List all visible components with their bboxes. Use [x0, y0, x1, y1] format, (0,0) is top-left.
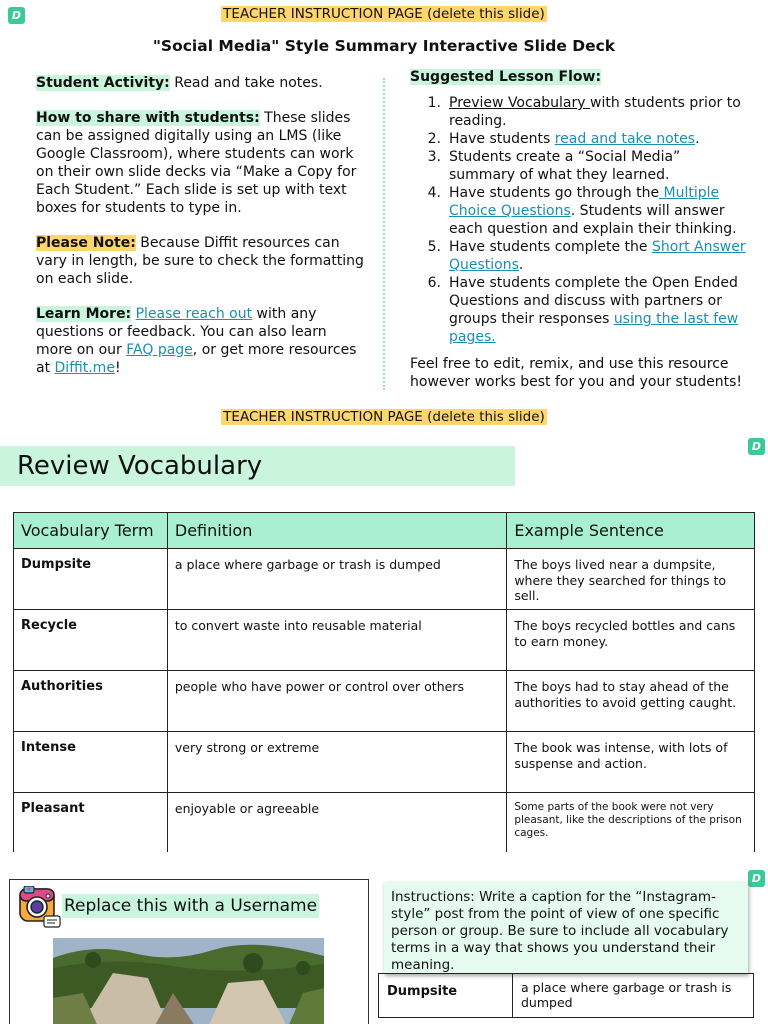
- lesson-flow-text-post: .: [518, 257, 524, 273]
- vocab-row: [14, 610, 755, 671]
- learn-text-1: with any questions or feedback. You can also learn more on our: [36, 306, 327, 358]
- diffit-logo-icon: D: [748, 438, 765, 455]
- lesson-flow-text-pre: Students create a “Social Media” summary of what they learned.: [449, 149, 681, 183]
- review-vocabulary-slide: [0, 432, 768, 852]
- vocab-example: The book was intense, with lots of suspense and action.: [507, 732, 755, 793]
- column-divider: [383, 78, 385, 390]
- caption-instructions: Instructions: Write a caption for the “Instagram-style” post from the point of view of one specific person or group. Be sure to include all vocabulary terms in a way that shows you understand their meaning.: [384, 882, 748, 974]
- lesson-flow-column: [410, 68, 750, 391]
- lesson-flow-item: [410, 148, 750, 184]
- lesson-flow-text-post: with students prior to reading.: [449, 95, 741, 129]
- lesson-flow-text-pre: Have students complete the: [449, 239, 652, 255]
- vocab-term: Authorities: [14, 671, 168, 732]
- lesson-flow-link[interactable]: using the last few pages.: [449, 311, 739, 345]
- landscape-photo: [53, 938, 324, 1024]
- camera-icon: [18, 886, 62, 928]
- header-definition: Definition: [167, 513, 506, 549]
- username-placeholder[interactable]: Replace this with a Username: [64, 896, 318, 916]
- teacher-banner-top: [0, 6, 768, 22]
- lesson-flow-text-post: . Students will answer each question and explain their thinking.: [449, 203, 737, 237]
- lesson-flow-text-pre: Have students: [449, 131, 555, 147]
- lesson-flow-text: [449, 184, 750, 238]
- vocab-example: The boys had to stay ahead of the authorities to avoid getting caught.: [507, 671, 755, 732]
- vocab-title: Review Vocabulary: [0, 446, 515, 486]
- lesson-flow-number: 1.: [427, 95, 441, 111]
- vocab-definition: enjoyable or agreeable: [167, 793, 506, 853]
- lesson-flow-link[interactable]: Short Answer Questions: [449, 239, 746, 273]
- lesson-flow-text: [449, 238, 750, 274]
- lesson-flow-text-post: .: [695, 131, 700, 147]
- vocab-row: [14, 732, 755, 793]
- mini-vocab-term: Dumpsite: [379, 974, 513, 1018]
- vocab-example: The boys lived near a dumpsite, where they searched for things to sell.: [507, 549, 755, 610]
- vocab-term: Pleasant: [14, 793, 168, 853]
- lesson-flow-item: [410, 274, 750, 346]
- lesson-flow-list: [410, 94, 750, 346]
- learn-more: [36, 305, 366, 377]
- diffit-logo-icon: D: [748, 870, 765, 887]
- instagram-post-card: [9, 879, 369, 1024]
- teacher-banner-bottom-text: TEACHER INSTRUCTION PAGE (delete this slide): [223, 409, 545, 425]
- lesson-flow-item: [410, 238, 750, 274]
- lesson-flow-number: 6.: [427, 275, 441, 291]
- lesson-flow-number: 4.: [427, 185, 441, 201]
- learn-label: Learn More:: [36, 306, 132, 322]
- lesson-flow-number: 5.: [427, 239, 441, 255]
- vocab-row: [14, 671, 755, 732]
- lesson-flow-item: [410, 184, 750, 238]
- diffit-logo-icon: D: [8, 7, 25, 24]
- vocab-definition: people who have power or control over others: [167, 671, 506, 732]
- header-term: Vocabulary Term: [14, 513, 168, 549]
- lesson-flow-label: Suggested Lesson Flow:: [410, 69, 602, 85]
- vocab-table: [13, 512, 755, 852]
- diffit-link[interactable]: Diffit.me: [54, 360, 115, 376]
- vocab-term: Dumpsite: [14, 549, 168, 610]
- mini-vocab-table: [378, 973, 754, 1018]
- learn-text-3: !: [114, 360, 121, 376]
- vocab-row: [14, 549, 755, 610]
- closing-note: Feel free to edit, remix, and use this resource however works best for you and your students!: [410, 356, 742, 390]
- learn-text-2: , or get more resources at: [36, 342, 357, 376]
- vocab-definition: very strong or extreme: [167, 732, 506, 793]
- teacher-banner-top-text: TEACHER INSTRUCTION PAGE (delete this slide): [223, 6, 545, 22]
- note-label: Please Note:: [36, 235, 136, 251]
- lesson-flow-number: 3.: [427, 149, 441, 165]
- lesson-flow-link[interactable]: Multiple Choice Questions: [449, 185, 720, 219]
- vocab-definition: a place where garbage or trash is dumped: [167, 549, 506, 610]
- instructions-left-column: [36, 74, 366, 394]
- header-example: Example Sentence: [507, 513, 755, 549]
- vocab-example: The boys recycled bottles and cans to earn money.: [507, 610, 755, 671]
- mini-vocab-definition: a place where garbage or trash is dumped: [513, 974, 754, 1018]
- please-note: [36, 234, 366, 288]
- teacher-instruction-slide: [0, 0, 768, 428]
- vocab-row: [14, 793, 755, 853]
- student-activity-label: Student Activity:: [36, 75, 170, 91]
- faq-link[interactable]: FAQ page: [126, 342, 193, 358]
- vocab-term: Intense: [14, 732, 168, 793]
- student-activity: [36, 74, 366, 92]
- slide-title: "Social Media" Style Summary Interactive Slide Deck: [152, 37, 616, 55]
- vocab-example: Some parts of the book were not very pleasant, like the descriptions of the prison cages.: [507, 793, 755, 853]
- lesson-flow-text-pre: Have students complete the Open Ended Questions and discuss with partners or groups their responses: [449, 275, 738, 327]
- vocab-term: Recycle: [14, 610, 168, 671]
- share-with-students: [36, 109, 366, 217]
- lesson-flow-text: [449, 274, 750, 346]
- lesson-flow-item: [410, 130, 750, 148]
- social-media-post-slide: [0, 864, 768, 1024]
- lesson-flow-text: [449, 94, 750, 130]
- vocab-definition: to convert waste into reusable material: [167, 610, 506, 671]
- lesson-flow-link[interactable]: Preview Vocabulary: [449, 95, 590, 111]
- share-label: How to share with students:: [36, 110, 260, 126]
- lesson-flow-item: [410, 94, 750, 130]
- vocab-header-row: [14, 513, 755, 549]
- reach-out-link[interactable]: Please reach out: [135, 306, 253, 322]
- lesson-flow-link[interactable]: read and take notes: [554, 131, 696, 147]
- mini-vocab-row: [379, 974, 754, 1018]
- lesson-flow-text: [449, 148, 750, 184]
- lesson-flow-number: 2.: [427, 131, 441, 147]
- student-activity-text: Read and take notes.: [169, 75, 323, 91]
- lesson-flow-text: [449, 130, 750, 148]
- share-text: These slides can be assigned digitally using an LMS (like Google Classroom), where students can work on their own slide decks via “Make a Copy for Each Student.” Each slide is set up with text boxes for students to type in.: [36, 110, 357, 216]
- lesson-flow-text-pre: Have students go through the: [449, 185, 660, 201]
- note-text: Because Diffit resources can vary in length, be sure to check the formatting on each slide.: [36, 235, 364, 287]
- teacher-banner-bottom: [0, 409, 768, 425]
